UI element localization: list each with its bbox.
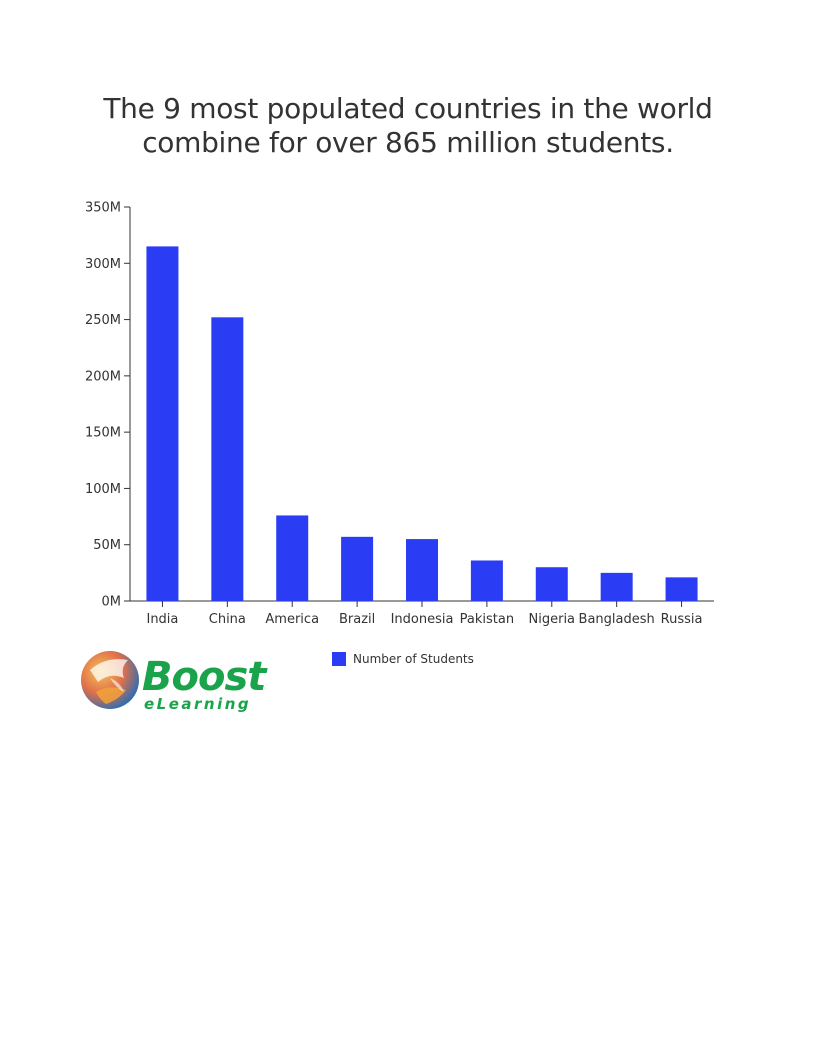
x-tick-label: Nigeria — [528, 612, 576, 627]
x-tick-label: Indonesia — [390, 612, 454, 627]
bar-russia — [666, 577, 698, 601]
y-tick-label: 50M — [93, 538, 121, 554]
x-tick-label: Bangladesh — [578, 612, 655, 627]
y-tick-label: 250M — [84, 313, 121, 329]
legend-label: Number of Students — [353, 652, 474, 666]
bar-america — [276, 515, 308, 601]
bar-indonesia — [406, 539, 438, 601]
x-tick-label: China — [208, 612, 246, 627]
y-tick-label: 150M — [84, 425, 121, 441]
x-tick-label: Russia — [660, 612, 703, 627]
y-tick-label: 0M — [101, 594, 121, 610]
title-line-1: The 9 most populated countries in the world — [103, 92, 713, 125]
bar-china — [211, 317, 243, 601]
y-tick-label: 300M — [84, 256, 121, 272]
legend — [332, 652, 474, 666]
bar-brazil — [341, 537, 373, 601]
logo-tagline: eLearning — [144, 695, 252, 713]
y-axis — [85, 201, 130, 610]
logo-wordmark: Boost — [142, 654, 266, 700]
boost-elearning-logo — [80, 648, 290, 714]
bar-nigeria — [536, 567, 568, 601]
bar-bangladesh — [601, 573, 633, 601]
x-tick-label: India — [146, 612, 179, 627]
legend-swatch — [332, 652, 346, 666]
x-tick-label: Pakistan — [459, 612, 515, 627]
y-tick-label: 200M — [84, 369, 121, 385]
y-tick-label: 350M — [84, 200, 121, 216]
x-tick-label: Brazil — [338, 612, 376, 627]
title-line-2: combine for over 865 million students. — [142, 126, 674, 159]
bar-india — [146, 246, 178, 601]
x-axis — [130, 601, 714, 627]
y-tick-label: 100M — [84, 481, 121, 497]
bar-pakistan — [471, 560, 503, 601]
x-tick-label: America — [265, 612, 320, 627]
bars — [146, 246, 697, 601]
globe-icon — [81, 651, 139, 709]
